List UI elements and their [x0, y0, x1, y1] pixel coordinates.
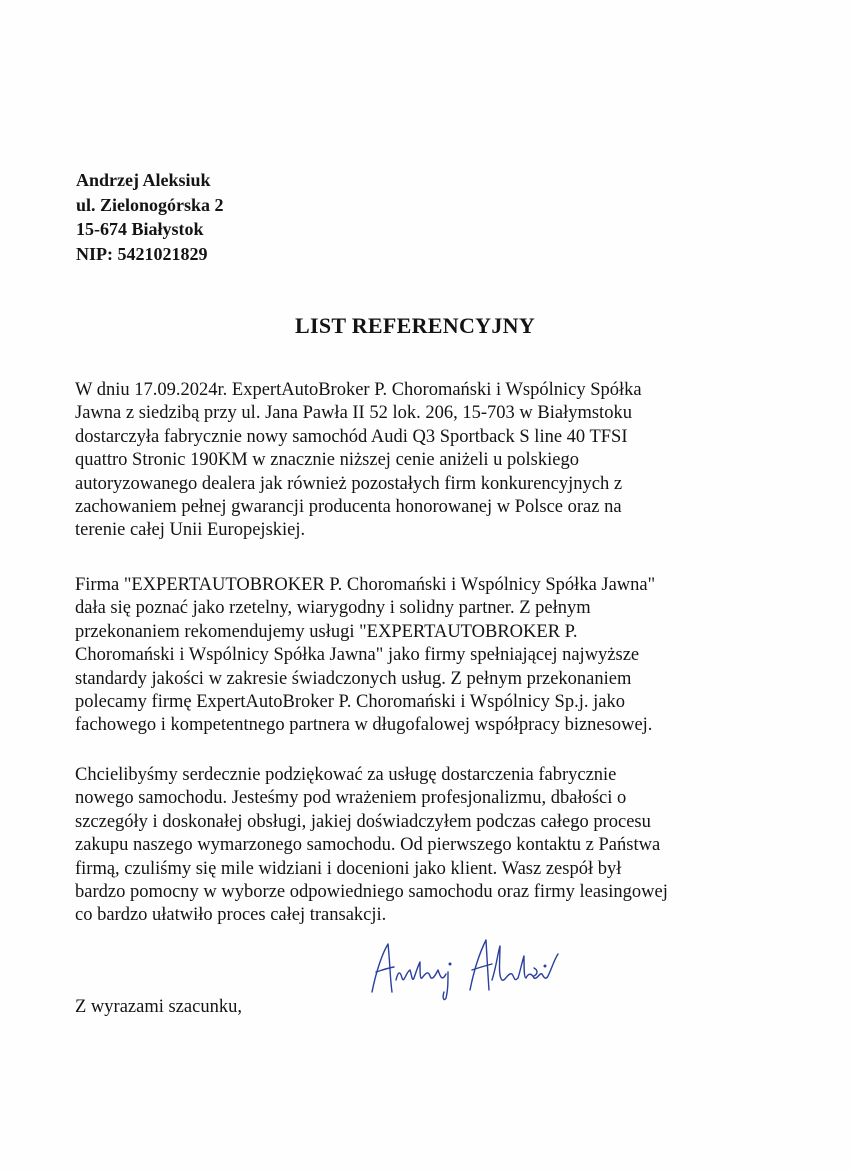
letter-title: LIST REFERENCYJNY: [294, 313, 536, 338]
paragraph-line: W dniu 17.09.2024r. ExpertAutoBroker P. Choromański i Wspólnicy Spółka: [75, 380, 642, 400]
closing-salutation: Z wyrazami szacunku,: [75, 997, 242, 1017]
paragraph-thanks: [75, 764, 668, 928]
sender-name: Andrzej Aleksiuk: [76, 170, 211, 190]
paragraph-line: firmą, czuliśmy się mile widziani i docenioni jako klient. Wasz zespół był: [75, 858, 622, 879]
paragraph-line: Jawna z siedzibą przy ul. Jana Pawła II 52 lok. 206, 15-703 w Białymstoku: [75, 403, 632, 424]
sender-address-block: [76, 168, 224, 266]
paragraph-line: Chcielibyśmy serdecznie podziękować za usługę dostarczenia fabrycznie: [75, 765, 617, 785]
paragraph-line: zachowaniem pełnej gwarancji producenta honorowanej w Polsce oraz na: [75, 497, 622, 518]
paragraph-line: polecamy firmę ExpertAutoBroker P. Choromański i Wspólnicy Sp.j. jako: [75, 692, 625, 713]
paragraph-line: nowego samochodu. Jesteśmy pod wrażeniem profesjonalizmu, dbałości o: [75, 788, 627, 809]
paragraph-line: Firma "EXPERTAUTOBROKER P. Choromański i Wspólnicy Spółka Jawna": [75, 575, 656, 595]
sender-nip: NIP: 5421021829: [76, 243, 208, 264]
paragraph-line: autoryzowanego dealera jak również pozostałych firm konkurencyjnych z: [75, 473, 623, 494]
paragraph-line: szczegóły i doskonałej obsługi, jakiej doświadczyłem podczas całego procesu: [75, 811, 651, 832]
paragraph-line: terenie całej Unii Europejskiej.: [75, 520, 306, 541]
paragraph-line: bardzo pomocny w wyborze odpowiedniego samochodu oraz firmy leasingowej: [75, 882, 668, 903]
paragraph-recommendation: [75, 574, 655, 738]
paragraph-line: dała się poznać jako rzetelny, wiarygodny i solidny partner. Z pełnym: [75, 598, 591, 619]
paragraph-line: Choromański i Wspólnicy Spółka Jawna" jako firmy spełniającej najwyższe: [75, 645, 640, 666]
paragraph-delivery: [75, 379, 642, 543]
paragraph-line: standardy jakości w zakresie świadczonych usług. Z pełnym przekonaniem: [75, 668, 632, 689]
paragraph-line: quattro Stronic 190KM w znacznie niższej cenie aniżeli u polskiego: [75, 450, 579, 471]
paragraph-line: dostarczyła fabrycznie nowy samochód Audi Q3 Sportback S line 40 TFSI: [75, 426, 628, 447]
paragraph-line: zakupu naszego wymarzonego samochodu. Od pierwszego kontaktu z Państwa: [75, 835, 661, 856]
paragraph-line: przekonaniem rekomendujemy usługi "EXPERTAUTOBROKER P.: [75, 621, 578, 642]
sender-street: ul. Zielonogórska 2: [76, 194, 224, 215]
paragraph-line: fachowego i kompetentnego partnera w długofalowej współpracy biznesowej.: [75, 715, 653, 736]
sender-city: 15-674 Białystok: [76, 219, 204, 239]
paragraph-line: co bardzo ułatwiło proces całej transakcji.: [75, 905, 387, 926]
handwritten-signature: [362, 932, 572, 1002]
